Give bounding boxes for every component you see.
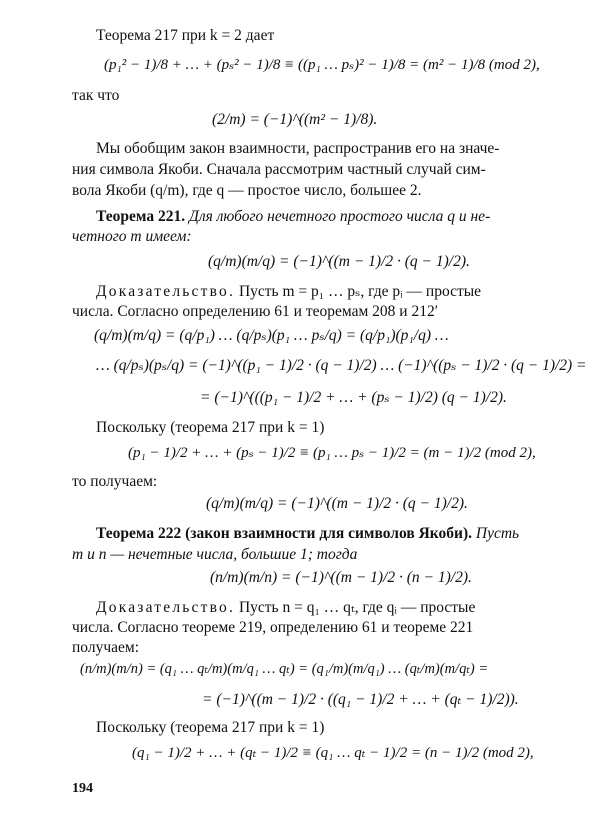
equation-proof-221-step-2: … (q/pₛ)(pₛ/q) = (−1)^((p₁ − 1)/2 · (q − 1)/2) … (−1)^((pₛ − 1)/2 · (q − 1)/2) = (96, 357, 587, 374)
page-number: 194 (72, 781, 93, 796)
text-line: вола Якоби (q/m), где q — простое число, большее 2. (72, 182, 422, 199)
theorem-text: m и n — нечетные числа, большие 1; тогда (72, 546, 358, 563)
proof-label: Доказательство. (96, 599, 236, 616)
equation-proof-221-conclusion: (q/m)(m/q) = (−1)^((m − 1)/2 · (q − 1)/2). (206, 495, 468, 512)
theorem-text: четного m имеем: (72, 228, 192, 245)
equation-theorem-221: (q/m)(m/q) = (−1)^((m − 1)/2 · (q − 1)/2). (208, 253, 470, 270)
equation-proof-222-step-1: (n/m)(m/n) = (q₁ … qₜ/m)(m/q₁ … qₜ) = (q₁/m)(m/q₁) … (qₜ/m)(m/qₜ) = (80, 661, 489, 677)
theorem-label: Теорема 221. (96, 208, 186, 225)
text-line: то получаем: (72, 473, 158, 490)
equation-congruence-linear-p: (p₁ − 1)/2 + … + (pₛ − 1)/2 ≡ (p₁ … pₛ − 1)/2 = (m − 1)/2 (mod 2), (128, 445, 536, 461)
theorem-label: Теорема 222 (закон взаимности для символов Якоби). (96, 525, 472, 542)
equation-proof-222-step-2: = (−1)^((m − 1)/2 · ((q₁ − 1)/2 + … + (qₜ − 1)/2)). (202, 691, 519, 708)
proof-221-start (96, 282, 481, 301)
proof-222-start (96, 598, 475, 617)
proof-label: Доказательство. (96, 283, 236, 300)
text-line: Мы обобщим закон взаимности, распространив его на значе- (96, 140, 500, 157)
equation-supplement-law: (2/m) = (−1)^((m² − 1)/8). (212, 111, 378, 128)
equation-proof-221-step-3: = (−1)^(((p₁ − 1)/2 + … + (pₛ − 1)/2) (q − 1)/2). (200, 389, 507, 406)
theorem-text: Пусть (475, 525, 520, 542)
text-line: числа. Согласно определению 61 и теоремам 208 и 212′ (72, 303, 439, 320)
text-line: Поскольку (теорема 217 при k = 1) (96, 719, 325, 736)
equation-congruence-squares: (p₁² − 1)/8 + … + (pₛ² − 1)/8 ≡ ((p₁ … pₛ)² − 1)/8 = (m² − 1)/8 (mod 2), (104, 57, 540, 73)
text-line: так что (72, 87, 120, 104)
text-line: числа. Согласно теореме 219, определению 61 и теореме 221 (72, 619, 474, 636)
equation-congruence-linear-q: (q₁ − 1)/2 + … + (qₜ − 1)/2 ≡ (q₁ … qₜ − 1)/2 = (n − 1)/2 (mod 2), (132, 745, 534, 761)
proof-text: Пусть m = p₁ … pₛ, где pᵢ — простые (238, 283, 482, 300)
theorem-text: Для любого нечетного простого числа q и не- (188, 208, 491, 225)
equation-proof-221-step-1: (q/m)(m/q) = (q/p₁) … (q/pₛ)(p₁ … pₛ/q) = (q/p₁)(p₁/q) … (94, 327, 449, 344)
theorem-222-statement (96, 524, 519, 543)
proof-text: Пусть n = q₁ … qₜ, где qᵢ — простые (238, 599, 476, 616)
equation-theorem-222: (n/m)(m/n) = (−1)^((m − 1)/2 · (n − 1)/2). (210, 569, 472, 586)
text-line: ния символа Якоби. Сначала рассмотрим частный случай сим- (72, 161, 486, 178)
text-line: Теорема 217 при k = 2 дает (96, 27, 275, 44)
theorem-221-statement (96, 207, 490, 226)
text-line: получаем: (72, 639, 139, 656)
text-line: Поскольку (теорема 217 при k = 1) (96, 419, 325, 436)
